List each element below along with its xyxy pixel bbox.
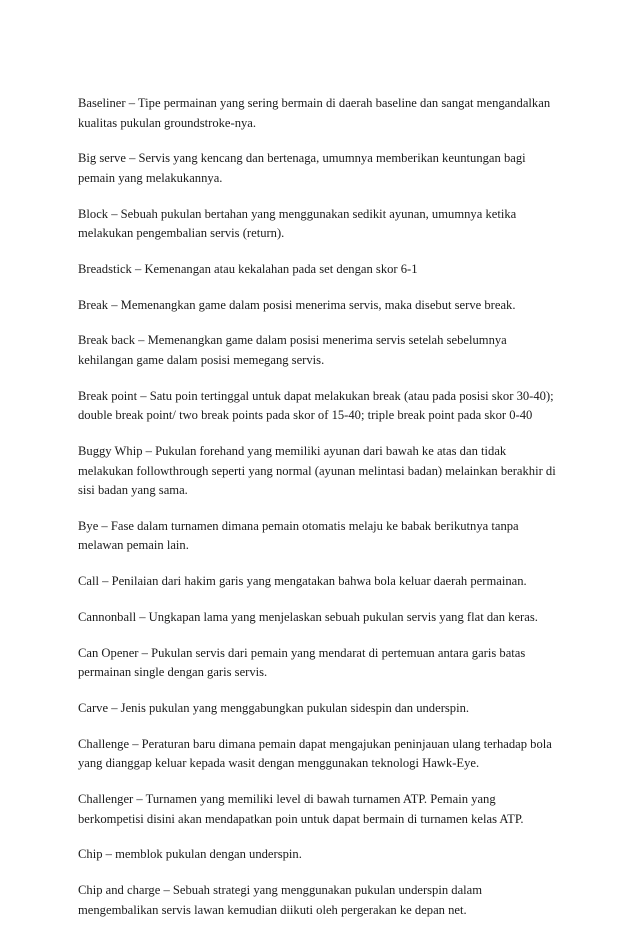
glossary-entry-break-back: Break back – Memenangkan game dalam posisi menerima servis setelah sebelumnya kehilangan game dalam posisi memegang servis. [78,333,507,367]
glossary-entry-block: Block – Sebuah pukulan bertahan yang menggunakan sedikit ayunan, umumnya ketika melakukan pengembalian servis (return). [78,206,517,241]
glossary-entry-big-serve: Big serve – Servis yang kencang dan bertenaga, umumnya memberikan keuntungan bagi pemain yang melakukannya. [78,151,526,185]
glossary-entry-call: Call – Penilaian dari hakim garis yang mengatakan bahwa bola keluar daerah permainan. [78,574,527,589]
glossary-entry-bye: Bye – Fase dalam turnamen dimana pemain otomatis melaju ke babak berikutnya tanpa melawan pemain lain. [78,518,519,553]
glossary-entry-breadstick: Breadstick – Kemenangan atau kekalahan pada set dengan skor 6-1 [78,261,418,276]
glossary-entry-carve: Carve – Jenis pukulan yang menggabungkan pukulan sidespin dan underspin. [78,701,470,716]
glossary-entry-break-point: Break point – Satu poin tertinggal untuk dapat melakukan break (atau pada posisi skor 30-40); double break point/ two break points pada skor of 15-40; triple break point pada skor 0-40 [78,388,554,423]
glossary-entry-challenge: Challenge – Peraturan baru dimana pemain dapat mengajukan peninjauan ulang terhadap bola yang dianggap keluar kepada wasit dengan menggunakan teknologi Hawk-Eye. [78,736,552,771]
glossary-entry-chip: Chip – memblok pukulan dengan underspin. [78,847,302,862]
glossary-entry-baseliner: Baseliner – Tipe permainan yang sering bermain di daerah baseline dan sangat mengandalkan kualitas pukulan groundstroke-nya. [78,96,551,130]
glossary-entry-break: Break – Memenangkan game dalam posisi menerima servis, maka disebut serve break. [78,297,516,312]
glossary-entry-cannonball: Cannonball – Ungkapan lama yang menjelaskan sebuah pukulan servis yang flat dan keras. [78,609,538,624]
glossary-entry-challenger: Challenger – Turnamen yang memiliki level di bawah turnamen ATP. Pemain yang berkompetisi disini akan mendapatkan poin untuk dapat bermain di turnamen kelas ATP. [78,792,524,826]
glossary-entry-buggy-whip: Buggy Whip – Pukulan forehand yang memiliki ayunan dari bawah ke atas dan tidak melakukan followthrough seperti yang normal (ayunan melintasi badan) melainkan berakhir di sisi badan yang sama. [78,444,556,498]
glossary-content [78,94,562,937]
glossary-entry-can-opener: Can Opener – Pukulan servis dari pemain yang mendarat di pertemuan antara garis batas permainan single dengan garis servis. [78,645,526,680]
glossary-entry-chip-and-charge: Chip and charge – Sebuah strategi yang menggunakan pukulan underspin dalam mengembalikan servis lawan kemudian diikuti oleh pergerakan ke depan net. [78,883,483,917]
